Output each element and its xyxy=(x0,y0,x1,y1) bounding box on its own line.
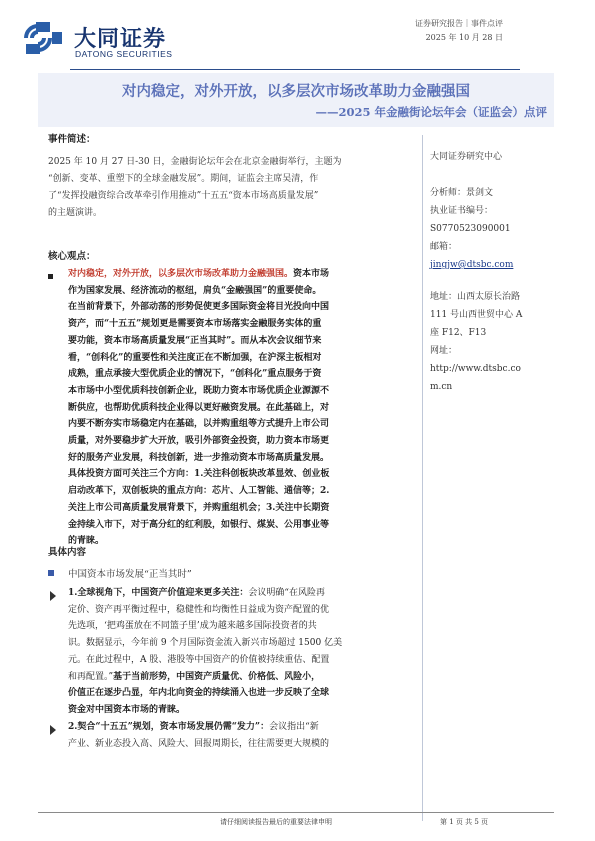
header-divider xyxy=(70,69,520,70)
brand-name-en: DATONG SECURITIES xyxy=(75,49,173,59)
item1-line: 定价、资产再平衡过程中，稳健性和均衡性日益成为资产配置的优 xyxy=(68,604,330,615)
core-line: 的青睐。 xyxy=(68,536,105,547)
sidebar-address: 111 号山西世贸中心 A xyxy=(430,310,523,320)
brand-name-cn: 大同证券 xyxy=(74,27,167,52)
core-line: 资产，而“十五五”规划更是需要资本市场落实金融服务实体的重 xyxy=(68,319,322,330)
footer-divider xyxy=(38,812,554,813)
item1-line: 资金对中国资本市场的青睐。 xyxy=(68,704,186,715)
event-line: “创新、变革、重塑下的全球金融发展”。期间，证监会主席吴清，作 xyxy=(48,174,319,184)
bullet-icon xyxy=(48,274,53,279)
sidebar-email-label: 邮箱： xyxy=(430,242,458,252)
sidebar xyxy=(430,148,522,396)
core-line: 断供应，也帮助优质科技企业得以更好融资发展。在此基础上，对 xyxy=(68,402,330,413)
item2-lead: 2.契合“十五五”规划，资本市场发展仍需“发力”： xyxy=(68,722,270,732)
core-line-first: 对内稳定，对外开放，以多层次市场改革助力金融强国。资本市场 xyxy=(68,269,330,279)
sidebar-web-link[interactable]: http://www.dtsbc.co xyxy=(430,364,521,374)
column-divider xyxy=(422,135,423,821)
logo-icon xyxy=(18,18,66,58)
sidebar-analyst: 分析师：景剑文 xyxy=(430,188,494,198)
sidebar-address: 地址：山西太原长治路 xyxy=(430,292,521,302)
event-paragraph xyxy=(48,154,418,222)
report-date: 2025 年 10 月 28 日 xyxy=(425,33,503,42)
event-line: 的主题演讲。 xyxy=(48,208,103,218)
item2-line: 产业、新业态投入高、风险大、回报周期长，往往需要更大规模的 xyxy=(68,738,330,749)
core-line: 看，“创科化”的重要性和关注度正在不断加强，在沪深主板相对 xyxy=(68,352,322,363)
item1-line: 识。数据显示，今年前 9 个月国际资金流入新兴市场超过 1500 亿美 xyxy=(68,638,343,649)
core-line: 内要不断夯实市场稳定内在基础，以并购重组等方式提升上市公司 xyxy=(68,419,330,430)
subsection-bullet-icon xyxy=(48,570,54,576)
core-line: 本市场中小型优质科技创新企业，既助力资本市场优质企业源源不 xyxy=(68,385,330,396)
core-line: 质量，对外要稳步扩大开放，吸引外部资金投资，助力资本市场更 xyxy=(68,436,330,447)
item1-line: 价值正在逐步凸显，年内北向资金的持续涌入也进一步反映了全球 xyxy=(68,688,330,699)
core-highlight: 对内稳定，对外开放，以多层次市场改革助力金融强国。 xyxy=(68,269,294,279)
sidebar-cert-label: 执业证书编号： xyxy=(430,206,494,216)
core-line: 要功能，资本市场高质量发展“正当其时”。而从本次会议细节来 xyxy=(68,335,322,346)
sidebar-web-label: 网址： xyxy=(430,346,458,356)
details-subheading: 中国资本市场发展“正当其时” xyxy=(68,569,192,580)
item1-lead: 1.全球视角下，中国资产价值迎来更多关注： xyxy=(68,588,249,598)
page-title: 对内稳定，对外开放，以多层次市场改革助力金融强国 xyxy=(122,83,470,100)
sidebar-org: 大同证券研究中心 xyxy=(430,152,503,162)
core-line: 启动改革下，双创板块的重点方向：芯片、人工智能、通信等；2. xyxy=(68,486,330,497)
item1-line: 先选项，‘把鸡蛋放在不同篮子里’成为越来越多国际投资者的共 xyxy=(68,621,317,632)
core-line: 金持续入市下，对于高分红的红利股，如银行、煤炭、公用事业等 xyxy=(68,519,330,530)
core-line: 具体投资方面可关注三个方向：1.关注科创板块改革显效、创业板 xyxy=(68,469,330,480)
event-line: 了“发挥投融资综合改革牵引作用推动”十五五“资本市场高质量发展” xyxy=(48,191,319,201)
item1-line: 和再配置。” xyxy=(68,671,114,682)
core-line: 作为国家发展、经济流动的枢纽，肩负“金融强国”的重要使命。 xyxy=(68,285,322,296)
event-line: 2025 年 10 月 27 日-30 日，金融街论坛年会在北京金融街举行，主题为 xyxy=(48,157,342,167)
details-heading: 具体内容 xyxy=(48,547,87,558)
page-subtitle: ——2025 年金融街论坛年会（证监会）点评 xyxy=(315,105,547,119)
sidebar-cert-no: S0770523090001 xyxy=(430,224,511,234)
sidebar-email-link[interactable]: jingjw@dtsbc.com xyxy=(430,260,514,270)
report-type: 证券研究报告｜事件点评 xyxy=(415,19,503,28)
core-line: 在当前背景下，外部动荡的形势促使更多国际资金将目光投向中国 xyxy=(68,302,330,313)
item1-line: 元。在此过程中，A 股、港股等中国资产的价值被持续重估、配置 xyxy=(68,654,330,665)
footer-disclaimer: 请仔细阅读报告最后的重要法律申明 xyxy=(220,818,332,826)
sidebar-address: 座 F12、F13 xyxy=(430,328,487,338)
core-paragraph xyxy=(68,266,418,550)
sidebar-web-link[interactable]: m.cn xyxy=(430,382,453,392)
core-line: 好的服务产业发展，科技创新，进一步推动资本市场高质量发展。 xyxy=(68,452,330,463)
event-heading: 事件简述： xyxy=(48,134,96,145)
core-line: 成熟，重点承接大型优质企业的情况下，“创科化”重点服务于资 xyxy=(68,369,322,380)
detail-item-1: 1.全球视角下，中国资产价值迎来更多关注：会议明确“在风险再 定价、资产再平衡过程中，稳健性和均衡性日益成为资产配置的优 先选项，‘把鸡蛋放在不同篮子里’成为越来越多国际投资者的共 识。数据显示，今年前 9 个月国际资金流入新兴市场超过 1500 亿美 元。在此过程中，A 股、港股等中国资产的价值被持续重估、配置 和再配置。”基于当前形势，中国资产质量优、价格低、风险小， 价值正在逐步凸显，年内北向资金的持续涌入也进一步反映了全球 资金对中国资本市场的青睐。 xyxy=(68,585,418,719)
footer-page-number: 第 1 页 共 5 页 xyxy=(440,818,489,826)
core-heading: 核心观点： xyxy=(48,251,96,262)
core-line: 关注上市公司高质量发展背景下，并购重组机会；3.关注中长期资 xyxy=(68,502,330,513)
arrow-bullet-icon xyxy=(50,591,56,601)
detail-item-2: 2.契合“十五五”规划，资本市场发展仍需“发力”：会议指出“新 产业、新业态投入高、风险大、回报周期长，往往需要更大规模的 xyxy=(68,719,418,752)
arrow-bullet-icon xyxy=(50,725,56,735)
